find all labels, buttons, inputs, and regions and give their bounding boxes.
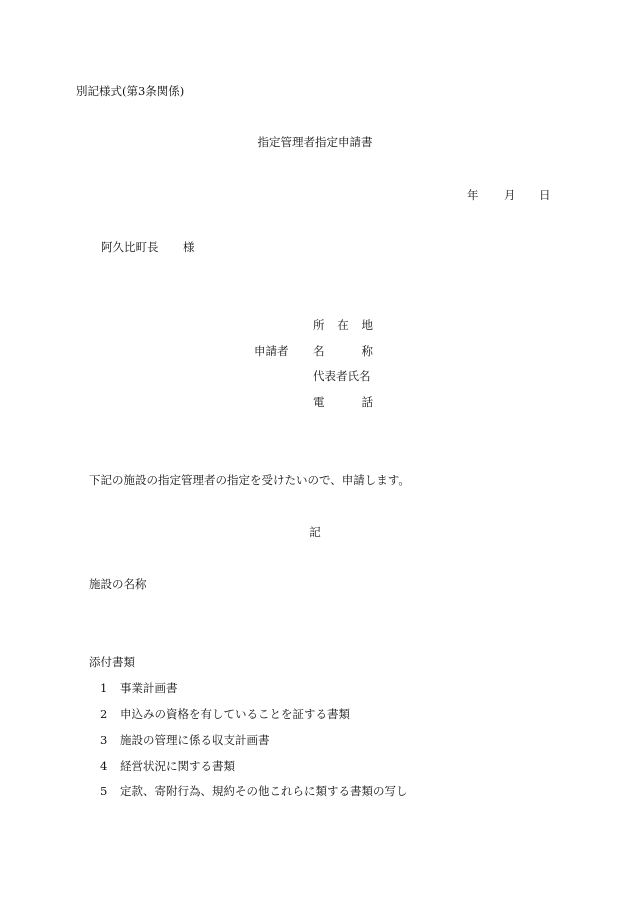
attachment-item: 施設の管理に係る収支計画書: [120, 733, 270, 747]
date-day-label: 日: [539, 188, 551, 202]
attachment-number: 2: [100, 707, 108, 721]
attachment-number: 4: [100, 759, 108, 773]
attachment-item: 経営状況に関する書類: [120, 759, 235, 773]
applicant-label: 申請者: [254, 344, 289, 358]
addressee-honorific: 様: [183, 240, 195, 254]
attachment-item: 事業計画書: [120, 681, 178, 695]
field-phone-label: [313, 397, 373, 409]
document-title: 指定管理者指定申請書: [257, 135, 373, 149]
field-address-char: 所: [313, 318, 325, 332]
field-name-char: 称: [361, 344, 373, 358]
attachments-heading: 添付書類: [89, 655, 135, 669]
addressee-name: 阿久比町長: [101, 240, 159, 254]
field-name-label: [313, 346, 373, 358]
field-address-char: 在: [337, 318, 349, 332]
field-address-char: 地: [361, 318, 373, 332]
attachment-item: 申込みの資格を有していることを証する書類: [120, 707, 350, 721]
request-text: 下記の施設の指定管理者の指定を受けたいので、申請します。: [89, 473, 410, 487]
facility-name-label: 施設の名称: [89, 577, 147, 591]
ki-heading: 記: [309, 525, 321, 539]
attachment-number: 3: [100, 733, 108, 747]
field-name-char: 名: [313, 344, 325, 358]
date-month-label: 月: [504, 188, 516, 202]
form-reference: 別記様式(第3条関係): [76, 84, 185, 98]
field-representative-label: 代表者氏名: [313, 369, 371, 383]
attachment-number: 5: [100, 784, 108, 798]
field-address-label: [313, 320, 373, 332]
attachment-number: 1: [100, 681, 108, 695]
field-phone-char: 電: [313, 395, 325, 409]
date-year-label: 年: [467, 188, 479, 202]
field-phone-char: 話: [361, 395, 373, 409]
attachment-item: 定款、寄附行為、規約その他これらに類する書類の写し: [120, 784, 408, 798]
